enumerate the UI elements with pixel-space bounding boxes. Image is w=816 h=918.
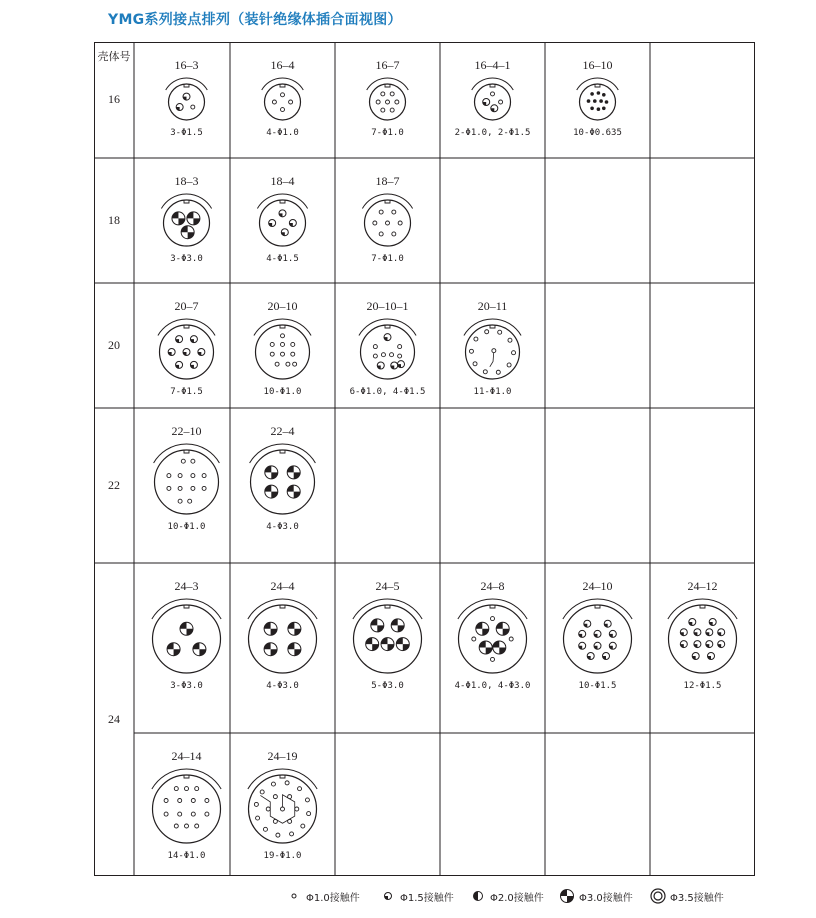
shell-size-18: 18 bbox=[108, 212, 120, 227]
contact-spec: 11-Φ1.0 bbox=[473, 387, 512, 397]
contact-spec: 4-Φ1.5 bbox=[266, 254, 299, 264]
arrangement-name: 22–10 bbox=[171, 424, 202, 438]
arrangement-name: 24–10 bbox=[582, 579, 613, 593]
contact-cell-20-10-1 bbox=[335, 283, 440, 408]
arrangement-name: 20–10–1 bbox=[366, 299, 409, 313]
shell-size-header: 壳体号 bbox=[97, 50, 131, 63]
contact-spec: 7-Φ1.0 bbox=[371, 128, 404, 138]
contact-cell-20-10 bbox=[230, 283, 335, 408]
contact-cell-24-8 bbox=[440, 563, 545, 733]
arrangement-name: 16–7 bbox=[375, 58, 400, 72]
arrangement-name: 16–3 bbox=[174, 58, 199, 72]
arrangement-name: 16–4–1 bbox=[474, 58, 511, 72]
arrangement-name: 18–4 bbox=[270, 174, 295, 188]
contact-spec: 7-Φ1.5 bbox=[170, 387, 203, 397]
contact-1-5-icon bbox=[380, 888, 396, 904]
legend-item bbox=[286, 888, 360, 904]
contact-spec: 3-Φ3.0 bbox=[170, 681, 203, 691]
arrangement-name: 24–4 bbox=[270, 579, 295, 593]
arrangement-name: 20–10 bbox=[267, 299, 298, 313]
contact-cell-16-4 bbox=[230, 42, 335, 158]
contact-spec: 4-Φ1.0, 4-Φ3.0 bbox=[454, 681, 531, 691]
arrangement-name: 18–7 bbox=[375, 174, 400, 188]
contact-arrangement-table bbox=[94, 42, 755, 876]
contact-spec: 12-Φ1.5 bbox=[683, 681, 722, 691]
contact-cell-24-10 bbox=[545, 563, 650, 733]
contact-cell-16-10 bbox=[545, 42, 650, 158]
arrangement-name: 22–4 bbox=[270, 424, 295, 438]
contact-spec: 4-Φ3.0 bbox=[266, 522, 299, 532]
contact-spec: 4-Φ1.0 bbox=[266, 128, 299, 138]
arrangement-name: 18–3 bbox=[174, 174, 199, 188]
contact-cell-16-3 bbox=[134, 42, 239, 158]
arrangement-name: 24–12 bbox=[687, 579, 718, 593]
contact-3-5-icon bbox=[650, 888, 666, 904]
legend-label: Φ1.5接触件 bbox=[400, 892, 454, 904]
legend-label: Φ3.5接触件 bbox=[670, 892, 724, 904]
shell-size-16: 16 bbox=[108, 92, 120, 106]
contact-cell-24-5 bbox=[335, 563, 440, 733]
contact-cell-24-19 bbox=[230, 733, 335, 876]
contact-3-0-icon bbox=[559, 888, 575, 904]
contact-cell-18-3 bbox=[134, 158, 239, 283]
contact-spec: 3-Φ1.5 bbox=[170, 128, 203, 138]
arrangement-name: 24–5 bbox=[375, 579, 400, 593]
legend-item bbox=[650, 888, 724, 904]
legend-label: Φ2.0接触件 bbox=[490, 892, 544, 904]
contact-cell-18-7 bbox=[335, 158, 440, 283]
shell-size-22: 22 bbox=[108, 477, 120, 492]
contact-cell-24-12 bbox=[650, 563, 755, 733]
contact-cell-20-7 bbox=[134, 283, 239, 408]
arrangement-name: 24–8 bbox=[480, 579, 505, 593]
contact-spec: 4-Φ3.0 bbox=[266, 681, 299, 691]
contact-cell-16-7 bbox=[335, 42, 440, 158]
arrangement-name: 24–19 bbox=[267, 749, 298, 763]
arrangement-name: 20–11 bbox=[477, 299, 508, 313]
page-title: YMG系列接点排列（装针绝缘体插合面视图） bbox=[108, 12, 402, 28]
arrangement-name: 24–14 bbox=[171, 749, 202, 763]
contact-cell-18-4 bbox=[230, 158, 335, 283]
contact-spec: 3-Φ3.0 bbox=[170, 254, 203, 264]
legend-item bbox=[559, 888, 633, 904]
arrangement-name: 16–10 bbox=[582, 58, 613, 72]
contact-spec: 7-Φ1.0 bbox=[371, 254, 404, 264]
contact-cell-24-4 bbox=[230, 563, 335, 733]
contact-cell-16-4-1 bbox=[440, 42, 545, 158]
legend-label: Φ1.0接触件 bbox=[306, 892, 360, 904]
contact-spec: 10-Φ0.635 bbox=[573, 128, 622, 138]
contact-cell-22-10 bbox=[134, 408, 239, 563]
contact-cell-24-14 bbox=[134, 733, 239, 876]
contact-spec: 2-Φ1.0, 2-Φ1.5 bbox=[454, 128, 531, 138]
shell-size-24: 24 bbox=[108, 711, 120, 726]
arrangement-name: 16–4 bbox=[270, 58, 295, 72]
contact-spec: 14-Φ1.0 bbox=[167, 851, 206, 861]
contact-spec: 10-Φ1.5 bbox=[578, 681, 617, 691]
contact-spec: 6-Φ1.0, 4-Φ1.5 bbox=[349, 387, 426, 397]
legend-label: Φ3.0接触件 bbox=[579, 892, 633, 904]
contact-spec: 19-Φ1.0 bbox=[263, 851, 302, 861]
contact-cell-22-4 bbox=[230, 408, 335, 563]
arrangement-name: 24–3 bbox=[174, 579, 199, 593]
contact-spec: 10-Φ1.0 bbox=[167, 522, 206, 532]
contact-cell-24-3 bbox=[134, 563, 239, 733]
legend-item bbox=[470, 888, 544, 904]
arrangement-name: 20–7 bbox=[174, 299, 199, 313]
contact-spec: 5-Φ3.0 bbox=[371, 681, 404, 691]
contact-spec: 10-Φ1.0 bbox=[263, 387, 302, 397]
legend-item bbox=[380, 888, 454, 904]
shell-size-20: 20 bbox=[108, 337, 120, 352]
contact-cell-20-11 bbox=[440, 283, 545, 408]
contact-2-0-icon bbox=[470, 888, 486, 904]
contact-1-0-icon bbox=[286, 888, 302, 904]
